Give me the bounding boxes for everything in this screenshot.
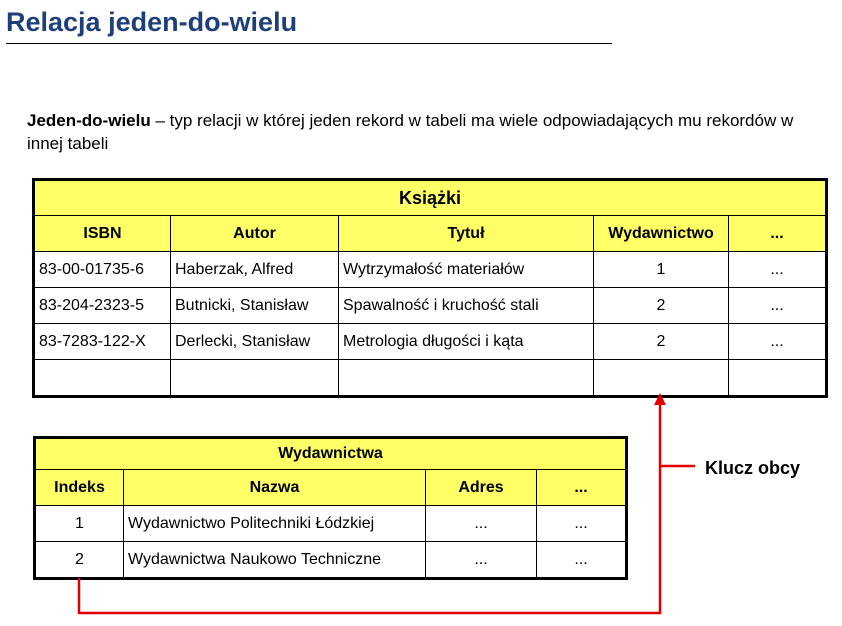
table-cell: ... [729,288,827,324]
table-cell: Butnicki, Stanisław [171,288,339,324]
column-header: ... [729,216,827,252]
table-cell: Wytrzymałość materiałów [339,252,594,288]
table-cell: Metrologia długości i kąta [339,324,594,360]
table-cell: Spawalność i kruchość stali [339,288,594,324]
column-header: Wydawnictwo [594,216,729,252]
table-cell: ... [537,542,627,579]
column-header: Indeks [35,470,124,506]
column-header: ... [537,470,627,506]
column-header: Adres [426,470,537,506]
table-cell: 1 [35,506,124,542]
definition-term: Jeden-do-wielu [27,111,151,130]
table-cell: 2 [35,542,124,579]
table-cell: Wydawnictwa Naukowo Techniczne [124,542,426,579]
table-cell: ... [537,506,627,542]
column-header: Autor [171,216,339,252]
page-title: Relacja jeden-do-wielu [6,7,298,37]
table-cell: ... [426,506,537,542]
table-cell: 83-204-2323-5 [34,288,171,324]
column-header: Nazwa [124,470,426,506]
column-header: ISBN [34,216,171,252]
arrow-head [654,393,666,405]
table-cell: 83-7283-122-X [34,324,171,360]
table-cell: ... [729,252,827,288]
arrow-connector-line [79,402,660,613]
table-cell: ... [426,542,537,579]
table-cell: Wydawnictwo Politechniki Łódzkiej [124,506,426,542]
table-cell: ... [729,324,827,360]
table-cell: 2 [594,288,729,324]
table-cell: Haberzak, Alfred [171,252,339,288]
definition-body: – typ relacji w której jeden rekord w tabeli ma wiele odpowiadających mu rekordów w innej tabeli [27,111,794,153]
column-header: Tytuł [339,216,594,252]
books-table-caption: Książki [34,180,827,216]
table-cell: 2 [594,324,729,360]
table-cell: 1 [594,252,729,288]
table-cell: Derlecki, Stanisław [171,324,339,360]
table-cell: 83-00-01735-6 [34,252,171,288]
publishers-table-caption: Wydawnictwa [35,438,627,470]
foreign-key-label: Klucz obcy [705,458,801,478]
